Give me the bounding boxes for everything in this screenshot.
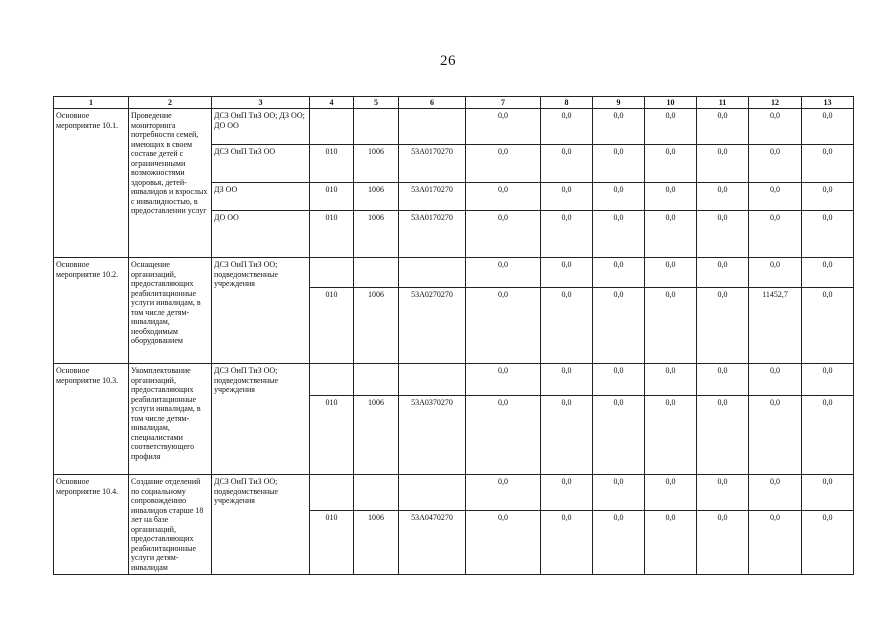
value-cell: 0,0 — [593, 211, 645, 258]
value-cell: 0,0 — [541, 183, 593, 211]
value-cell: 0,0 — [541, 211, 593, 258]
header-cell-5: 5 — [354, 97, 399, 109]
value-cell: 0,0 — [749, 109, 802, 145]
activity-description: Создание отделений по социальному сопровождению инвалидов старше 18 лет на базе организаций, предоставляющих реабилитационные услуги детям-инвалидам — [129, 475, 212, 575]
value-cell: 0,0 — [697, 288, 749, 364]
rzpr-cell — [354, 364, 399, 396]
executor: ДСЗ ОиП ТиЗ ОО; подведомственные учреждения — [212, 258, 310, 364]
grbs-cell: 010 — [310, 145, 354, 183]
value-cell: 0,0 — [645, 183, 697, 211]
value-cell: 0,0 — [645, 396, 697, 475]
value-cell: 0,0 — [466, 211, 541, 258]
csr-cell: 53А0270270 — [399, 288, 466, 364]
value-cell: 0,0 — [645, 511, 697, 575]
value-cell: 0,0 — [645, 109, 697, 145]
grbs-cell — [310, 364, 354, 396]
value-cell: 0,0 — [593, 258, 645, 288]
value-cell: 0,0 — [466, 183, 541, 211]
value-cell: 0,0 — [541, 396, 593, 475]
value-cell: 0,0 — [541, 258, 593, 288]
csr-cell — [399, 109, 466, 145]
value-cell: 0,0 — [802, 364, 854, 396]
grbs-cell: 010 — [310, 288, 354, 364]
value-cell: 0,0 — [593, 109, 645, 145]
csr-cell — [399, 364, 466, 396]
header-cell-2: 2 — [129, 97, 212, 109]
csr-cell — [399, 258, 466, 288]
value-cell: 0,0 — [541, 145, 593, 183]
value-cell: 0,0 — [645, 288, 697, 364]
value-cell: 0,0 — [541, 109, 593, 145]
table-body — [54, 109, 854, 575]
header-cell-4: 4 — [310, 97, 354, 109]
executor: ДСЗ ОиП ТиЗ ОО; подведомственные учреждения — [212, 475, 310, 575]
executor: ДСЗ ОиП ТиЗ ОО; ДЗ ОО; ДО ОО — [212, 109, 310, 145]
value-cell: 0,0 — [802, 475, 854, 511]
executor: ДСЗ ОиП ТиЗ ОО; подведомственные учреждения — [212, 364, 310, 475]
budget-table — [53, 96, 854, 575]
value-cell: 0,0 — [749, 211, 802, 258]
value-cell: 0,0 — [466, 396, 541, 475]
page-number: 26 — [440, 53, 456, 69]
value-cell: 0,0 — [466, 475, 541, 511]
activity-description: Оснащение организаций, предоставляющих реабилитационные услуги инвалидам, в том числе детям-инвалидам, необходимым оборудованием — [129, 258, 212, 364]
activity-description: Укомплектование организаций, предоставляющих реабилитационные услуги инвалидам, в том числе детям-инвалидам, специалистами соответствующего профиля — [129, 364, 212, 475]
activity-name: Основное мероприятие 10.1. — [54, 109, 129, 258]
grbs-cell — [310, 258, 354, 288]
grbs-cell: 010 — [310, 183, 354, 211]
value-cell: 0,0 — [802, 511, 854, 575]
value-cell: 0,0 — [802, 183, 854, 211]
grbs-cell: 010 — [310, 211, 354, 258]
header-cell-12: 12 — [749, 97, 802, 109]
value-cell: 0,0 — [645, 211, 697, 258]
rzpr-cell: 1006 — [354, 288, 399, 364]
rzpr-cell: 1006 — [354, 183, 399, 211]
value-cell: 0,0 — [749, 475, 802, 511]
executor: ДО ОО — [212, 211, 310, 258]
value-cell: 0,0 — [802, 396, 854, 475]
csr-cell — [399, 475, 466, 511]
value-cell: 0,0 — [593, 364, 645, 396]
grbs-cell — [310, 109, 354, 145]
table-header — [54, 97, 854, 109]
csr-cell: 53А0170270 — [399, 211, 466, 258]
value-cell: 0,0 — [645, 475, 697, 511]
activity-name: Основное мероприятие 10.3. — [54, 364, 129, 475]
value-cell: 0,0 — [749, 364, 802, 396]
value-cell: 0,0 — [645, 364, 697, 396]
csr-cell: 53А0470270 — [399, 511, 466, 575]
header-cell-3: 3 — [212, 97, 310, 109]
value-cell: 0,0 — [802, 145, 854, 183]
value-cell: 0,0 — [802, 211, 854, 258]
activity-name: Основное мероприятие 10.2. — [54, 258, 129, 364]
grbs-cell: 010 — [310, 396, 354, 475]
value-cell: 0,0 — [541, 288, 593, 364]
header-cell-1: 1 — [54, 97, 129, 109]
value-cell: 0,0 — [541, 364, 593, 396]
value-cell: 0,0 — [466, 109, 541, 145]
value-cell: 0,0 — [593, 511, 645, 575]
value-cell: 0,0 — [697, 258, 749, 288]
table-row — [54, 475, 854, 511]
header-cell-11: 11 — [697, 97, 749, 109]
grbs-cell: 010 — [310, 511, 354, 575]
header-cell-13: 13 — [802, 97, 854, 109]
header-cell-6: 6 — [399, 97, 466, 109]
value-cell: 0,0 — [541, 511, 593, 575]
header-cell-7: 7 — [466, 97, 541, 109]
value-cell: 0,0 — [697, 109, 749, 145]
header-cell-8: 8 — [541, 97, 593, 109]
csr-cell: 53А0170270 — [399, 145, 466, 183]
value-cell: 0,0 — [466, 511, 541, 575]
value-cell: 0,0 — [802, 288, 854, 364]
value-cell: 0,0 — [802, 109, 854, 145]
table-row — [54, 109, 854, 145]
value-cell: 0,0 — [593, 183, 645, 211]
rzpr-cell — [354, 109, 399, 145]
value-cell: 0,0 — [697, 183, 749, 211]
table-row — [54, 364, 854, 396]
value-cell: 0,0 — [802, 258, 854, 288]
rzpr-cell — [354, 258, 399, 288]
value-cell: 0,0 — [749, 396, 802, 475]
header-cell-10: 10 — [645, 97, 697, 109]
value-cell: 0,0 — [697, 364, 749, 396]
value-cell: 0,0 — [541, 475, 593, 511]
rzpr-cell: 1006 — [354, 145, 399, 183]
executor: ДЗ ОО — [212, 183, 310, 211]
grbs-cell — [310, 475, 354, 511]
value-cell: 0,0 — [593, 475, 645, 511]
activity-description: Проведение мониторинга потребности семей, имеющих в своем составе детей с ограниченными возможностями здоровья, детей-инвалидов и взрослых с инвалидностью, в предоставлении услуг — [129, 109, 212, 258]
rzpr-cell — [354, 475, 399, 511]
value-cell: 0,0 — [466, 145, 541, 183]
value-cell: 0,0 — [749, 145, 802, 183]
rzpr-cell: 1006 — [354, 511, 399, 575]
csr-cell: 53А0170270 — [399, 183, 466, 211]
value-cell: 0,0 — [749, 511, 802, 575]
value-cell: 0,0 — [593, 288, 645, 364]
value-cell: 0,0 — [466, 288, 541, 364]
value-cell: 0,0 — [645, 258, 697, 288]
value-cell: 0,0 — [697, 475, 749, 511]
value-cell: 0,0 — [645, 145, 697, 183]
value-cell: 0,0 — [697, 396, 749, 475]
activity-name: Основное мероприятие 10.4. — [54, 475, 129, 575]
value-cell: 0,0 — [697, 145, 749, 183]
csr-cell: 53А0370270 — [399, 396, 466, 475]
table-row — [54, 258, 854, 288]
value-cell: 0,0 — [466, 364, 541, 396]
value-cell: 0,0 — [593, 145, 645, 183]
value-cell: 0,0 — [749, 258, 802, 288]
value-cell: 0,0 — [697, 211, 749, 258]
value-cell: 0,0 — [466, 258, 541, 288]
value-cell: 0,0 — [749, 183, 802, 211]
value-cell: 0,0 — [697, 511, 749, 575]
rzpr-cell: 1006 — [354, 211, 399, 258]
value-cell: 0,0 — [593, 396, 645, 475]
rzpr-cell: 1006 — [354, 396, 399, 475]
header-cell-9: 9 — [593, 97, 645, 109]
executor: ДСЗ ОиП ТиЗ ОО — [212, 145, 310, 183]
value-cell: 11452,7 — [749, 288, 802, 364]
